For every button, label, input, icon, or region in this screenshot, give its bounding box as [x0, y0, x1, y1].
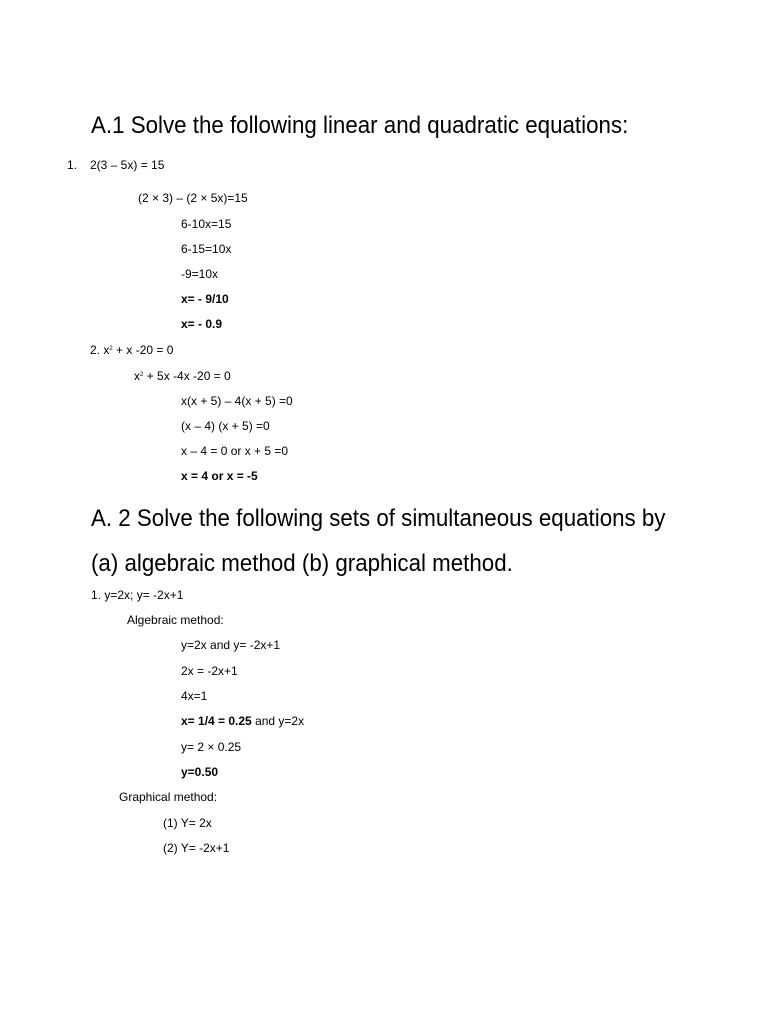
section-a2-heading-line2: (a) algebraic method (b) graphical method. — [91, 550, 513, 577]
algebraic-method-label: Algebraic method: — [127, 613, 224, 627]
x-answer: x= 1/4 = 0.25 — [181, 714, 252, 728]
problem2-eq-prefix: 2. x — [90, 343, 110, 357]
problem1-number: 1. — [67, 158, 78, 172]
y-step: y= 2 × 0.25 — [181, 740, 242, 754]
problem2-step1-sup: 2 — [140, 372, 144, 378]
problem1-step: 6-10x=15 — [181, 217, 232, 231]
section-a1-heading: A.1 Solve the following linear and quadratic equations: — [91, 112, 629, 139]
problem2-step1-prefix: x — [134, 369, 140, 383]
problem2-equation — [90, 343, 173, 357]
problem2-eq-sup: 2 — [109, 346, 113, 352]
section-a2-heading-line1: A. 2 Solve the following sets of simultaneous equations by — [91, 505, 666, 532]
problem2-answer: x = 4 or x = -5 — [181, 469, 258, 483]
graphical-item: (2) Y= -2x+1 — [163, 841, 230, 855]
x-answer-rest: and y=2x — [251, 714, 305, 728]
problem1-answer: x= - 9/10 — [181, 292, 229, 306]
graphical-method-label: Graphical method: — [119, 790, 218, 804]
problem1-step: (2 × 3) – (2 × 5x)=15 — [138, 191, 248, 205]
x-answer-line — [181, 714, 304, 728]
problem2-step: x(x + 5) – 4(x + 5) =0 — [181, 394, 293, 408]
problem1-step: -9=10x — [181, 267, 219, 281]
problem2-eq-suffix: + x -20 = 0 — [112, 343, 174, 357]
problem1-step: 6-15=10x — [181, 242, 232, 256]
problem2-step — [134, 369, 231, 383]
problem2-step: (x – 4) (x + 5) =0 — [181, 419, 270, 433]
problem1-answer: x= - 0.9 — [181, 317, 223, 331]
graphical-item: (1) Y= 2x — [163, 816, 212, 830]
a2-problem1-equation: 1. y=2x; y= -2x+1 — [91, 588, 184, 602]
problem1-equation: 2(3 – 5x) = 15 — [90, 158, 165, 172]
problem2-step: x – 4 = 0 or x + 5 =0 — [181, 444, 289, 458]
problem2-step1-suffix: + 5x -4x -20 = 0 — [143, 369, 231, 383]
algebraic-step: 2x = -2x+1 — [181, 664, 238, 678]
algebraic-step: y=2x and y= -2x+1 — [181, 638, 281, 652]
algebraic-step: 4x=1 — [181, 689, 208, 703]
y-answer: y=0.50 — [181, 765, 219, 779]
